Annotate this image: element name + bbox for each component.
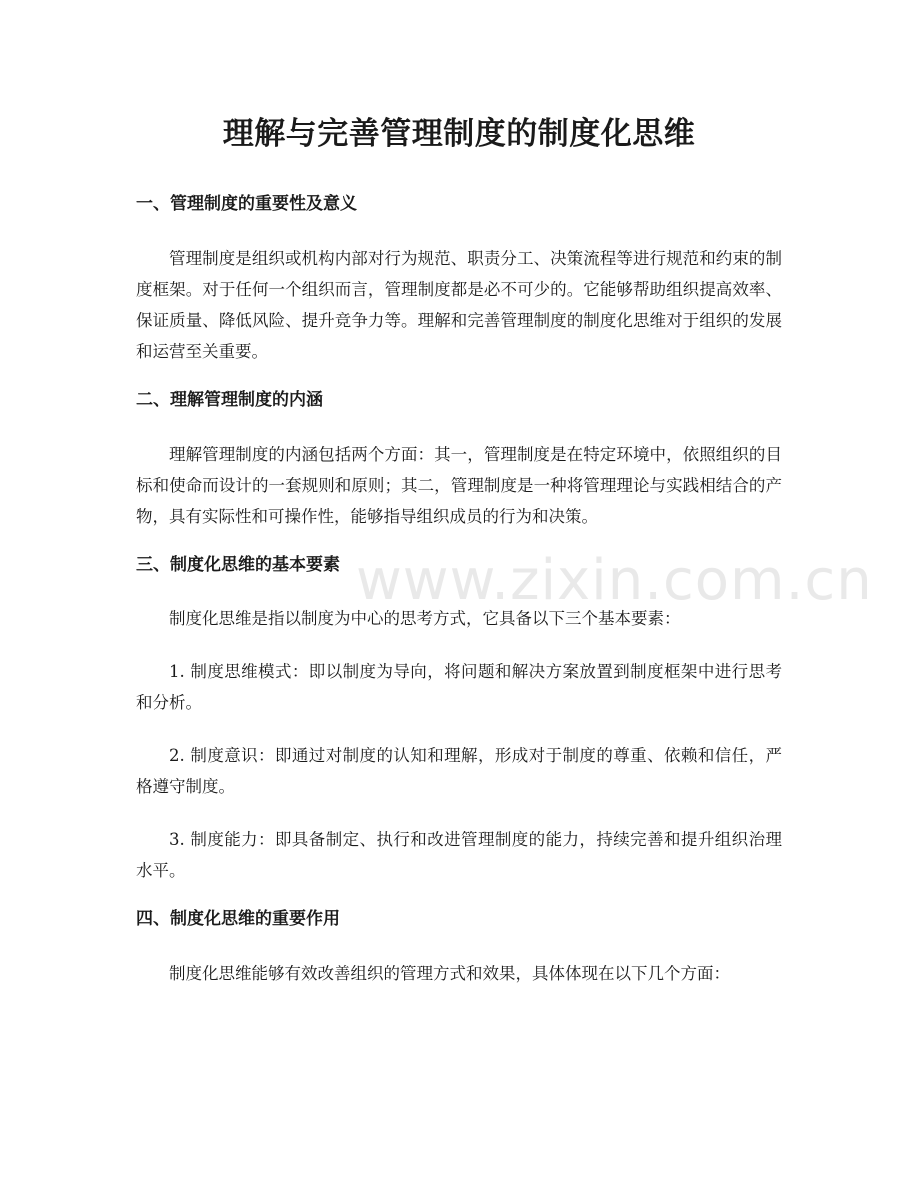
section-1 [136,193,782,367]
list-item: 2. 制度意识：即通过对制度的认知和理解，形成对于制度的尊重、依赖和信任，严格遵守制度。 [136,746,782,797]
section-heading: 一、管理制度的重要性及意义 [136,194,357,214]
paragraph: 制度化思维能够有效改善组织的管理方式和效果，具体体现在以下几个方面： [169,964,730,984]
watermark: www.zixin.com.cn [356,548,873,613]
paragraph: 管理制度是组织或机构内部对行为规范、职责分工、决策流程等进行规范和约束的制度框架。对于任何一个组织而言，管理制度都是必不可少的。它能够帮助组织提高效率、保证质量、降低风险、提升竞争力等。理解和完善管理制度的制度化思维对于组织的发展和运营至关重要。 [136,248,782,361]
section-heading: 四、制度化思维的重要作用 [136,909,340,930]
section-3 [136,554,782,887]
document-title: 理解与完善管理制度的制度化思维 [222,116,696,152]
section-heading: 二、理解管理制度的内涵 [136,389,323,410]
list-item: 3. 制度能力：即具备制定、执行和改进管理制度的能力，持续完善和提升组织治理水平。 [136,830,782,881]
paragraph: 制度化思维是指以制度为中心的思考方式，它具备以下三个基本要素： [169,609,681,629]
section-2 [136,389,782,532]
section-heading: 三、制度化思维的基本要素 [136,554,340,575]
section-4 [136,908,782,989]
list-item: 1. 制度思维模式：即以制度为导向，将问题和解决方案放置到制度框架中进行思考和分析。 [136,662,782,713]
paragraph: 理解管理制度的内涵包括两个方面：其一，管理制度是在特定环境中，依照组织的目标和使命而设计的一套规则和原则；其二，管理制度是一种将管理理论与实践相结合的产物，具有实际性和可操作性，能够指导组织成员的行为和决策。 [136,444,782,526]
